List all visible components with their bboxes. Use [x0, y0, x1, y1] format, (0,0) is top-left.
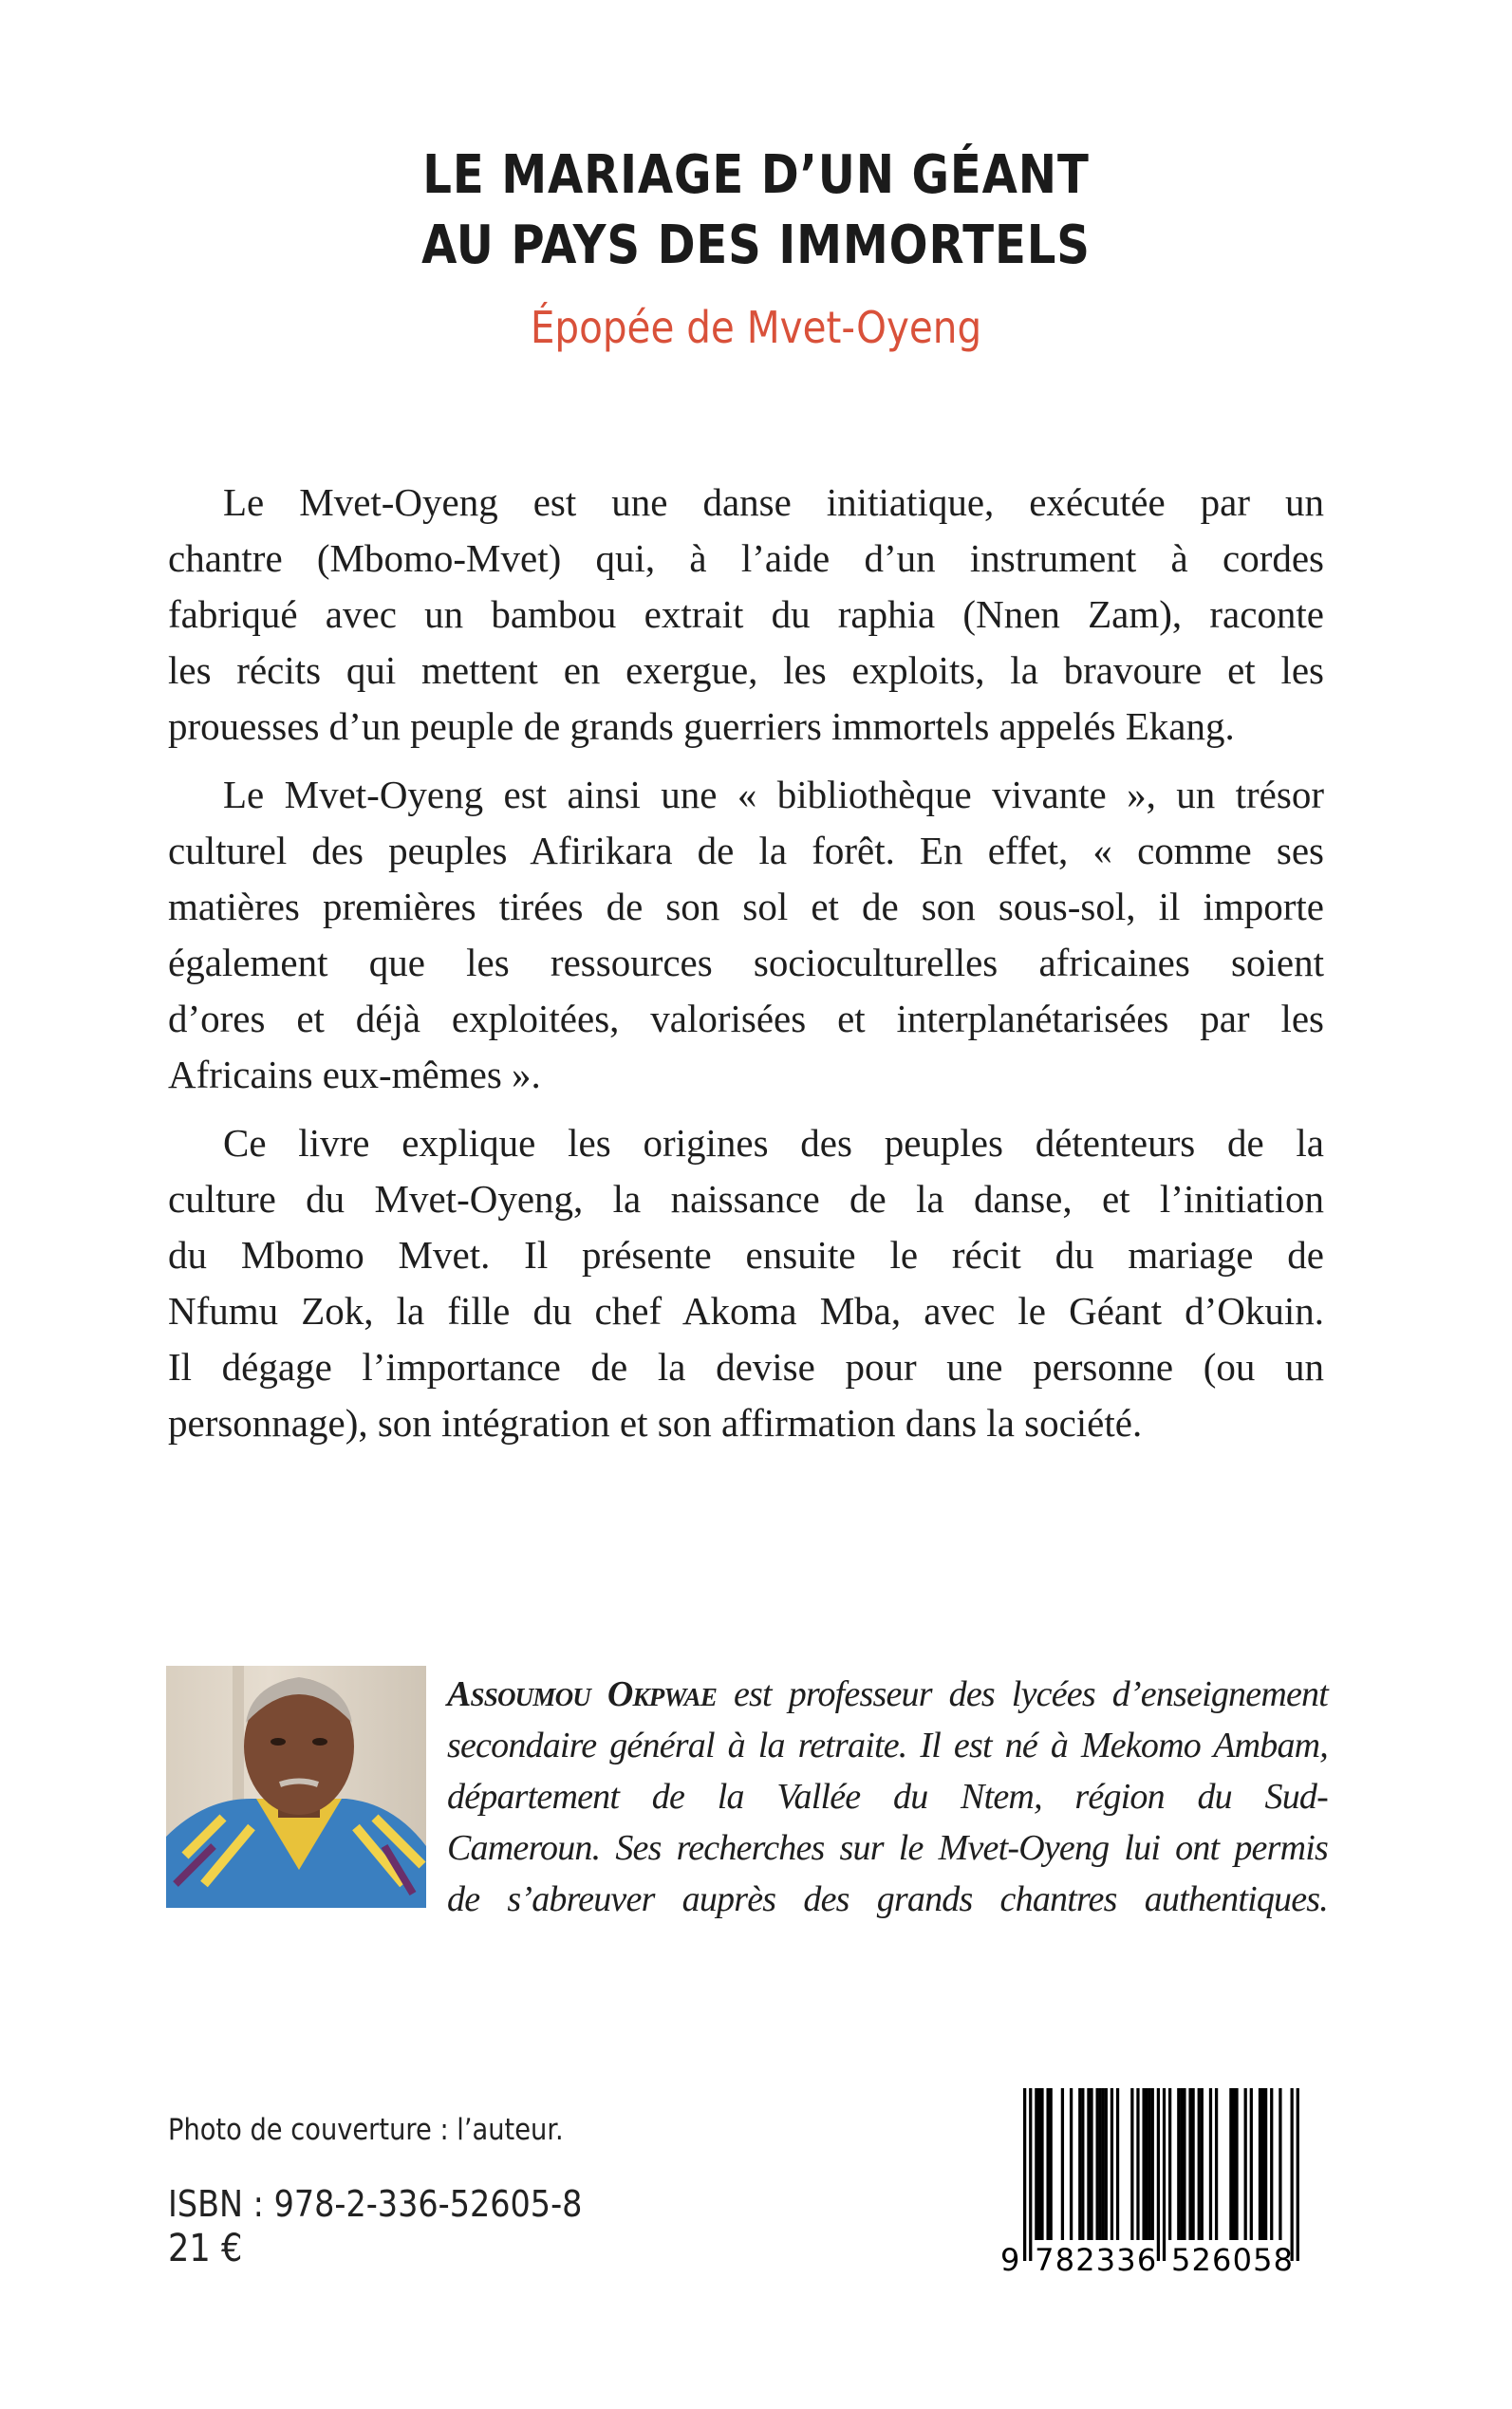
- barcode-bar: [1116, 2088, 1119, 2240]
- barcode-bar: [1050, 2088, 1053, 2240]
- bio-line: secondaire général à la retraite. Il est né à Mekomo Ambam,: [447, 1726, 1328, 1765]
- barcode-bar: [1168, 2088, 1171, 2240]
- summary-line: du Mbomo Mvet. Il présente ensuite le récit du mariage de: [168, 1233, 1324, 1277]
- barcode-bar: [1130, 2088, 1133, 2240]
- barcode-bar: [1229, 2088, 1232, 2240]
- barcode-bar: [1157, 2088, 1160, 2261]
- title-line-1: LE MARIAGE D’UN GÉANT: [422, 144, 1090, 206]
- summary-line: également que les ressources socioculturelles africaines soient: [168, 941, 1324, 984]
- summary-line: culture du Mvet-Oyeng, la naissance de la danse, et l’initiation: [168, 1177, 1324, 1221]
- barcode-bar: [1270, 2088, 1273, 2240]
- barcode-bar: [1215, 2088, 1218, 2240]
- barcode-bar: [1061, 2088, 1064, 2240]
- barcode-bar: [1180, 2088, 1183, 2240]
- barcode-bar: [1142, 2088, 1145, 2240]
- barcode-bar: [1291, 2088, 1294, 2261]
- barcode-bar: [1264, 2088, 1267, 2240]
- barcode-bar: [1078, 2088, 1081, 2240]
- summary-line: les récits qui mettent en exergue, les exploits, la bravoure et les: [168, 648, 1324, 692]
- summary-line: fabriqué avec un bambou extrait du raphia (Nnen Zam), raconte: [168, 592, 1324, 636]
- barcode-bar: [1244, 2088, 1247, 2240]
- barcode-bar: [1146, 2088, 1148, 2240]
- summary-line: matières premières tirées de son sol et de son sous-sol, il importe: [168, 885, 1324, 928]
- barcode-bar: [1148, 2088, 1151, 2240]
- barcode-bar: [1087, 2088, 1090, 2240]
- barcode-bar: [1040, 2088, 1043, 2240]
- barcode-bar: [1163, 2088, 1166, 2261]
- summary-line: Le Mvet-Oyeng est ainsi une « bibliothèque vivante », un trésor: [223, 773, 1324, 816]
- barcode-bar: [1105, 2088, 1108, 2240]
- summary-line: Africains eux-mêmes ».: [168, 1053, 541, 1096]
- isbn-barcode: [997, 2088, 1331, 2273]
- author-photo: [166, 1666, 426, 1908]
- summary-paragraph: [168, 767, 1324, 1103]
- barcode-bar: [1232, 2088, 1235, 2240]
- barcode-digits: 526058: [1171, 2242, 1293, 2273]
- bio-line: Assoumou Okpwae est professeur des lycées d’enseignement: [447, 1674, 1328, 1714]
- barcode-bar: [1198, 2088, 1201, 2240]
- bio-line: Cameroun. Ses recherches sur le Mvet-Oyeng lui ont permis: [447, 1828, 1328, 1868]
- barcode-bar: [1279, 2088, 1281, 2240]
- summary-line: Ce livre explique les origines des peuples détenteurs de la: [223, 1121, 1324, 1165]
- summary-paragraph: [168, 475, 1324, 755]
- barcode-bar: [1259, 2088, 1261, 2240]
- barcode-bar: [1037, 2088, 1040, 2240]
- barcode-bar: [1136, 2088, 1139, 2240]
- bio-line: de s’abreuver auprès des grands chantres authentiques.: [447, 1879, 1328, 1919]
- bio-line: département de la Vallée du Ntem, région du Sud-: [447, 1777, 1328, 1817]
- price: 21 €: [168, 2227, 243, 2270]
- barcode-bar: [1151, 2088, 1154, 2240]
- barcode-bar: [1081, 2088, 1084, 2240]
- barcode-bar: [1111, 2088, 1113, 2240]
- barcode-bar: [1188, 2088, 1191, 2240]
- summary-line: culturel des peuples Afirikara de la forêt. En effet, « comme ses: [168, 829, 1324, 872]
- summary-line: Nfumu Zok, la fille du chef Akoma Mba, avec le Géant d’Okuin.: [168, 1289, 1324, 1333]
- author-bio: [447, 1669, 1328, 1925]
- barcode-bar: [1035, 2088, 1037, 2240]
- isbn: ISBN : 978-2-336-52605-8: [168, 2183, 583, 2225]
- summary-line: Il dégage l’importance de la devise pour une personne (ou un: [168, 1345, 1324, 1389]
- barcode-bar: [1183, 2088, 1185, 2240]
- barcode-bar: [1046, 2088, 1049, 2240]
- barcode-bar: [1090, 2088, 1092, 2240]
- barcode-digits: 782336: [1035, 2242, 1157, 2273]
- barcode-bar: [1029, 2088, 1032, 2261]
- barcode-bar: [1099, 2088, 1102, 2240]
- summary-text: [168, 475, 1324, 1464]
- summary-line: d’ores et déjà exploitées, valorisées et interplanétarisées par les: [168, 997, 1324, 1040]
- title-line-2: AU PAYS DES IMMORTELS: [421, 215, 1091, 276]
- barcode-bar: [1102, 2088, 1105, 2240]
- barcode-digits: 9: [1000, 2242, 1020, 2273]
- summary-line: prouesses d’un peuple de grands guerriers immortels appelés Ekang.: [168, 704, 1235, 748]
- author-name: Assoumou Okpwae: [447, 1674, 718, 1714]
- barcode-bar: [1297, 2088, 1299, 2261]
- summary-line: Le Mvet-Oyeng est une danse initiatique, exécutée par un: [223, 480, 1324, 524]
- barcode-bar: [1235, 2088, 1238, 2240]
- summary-paragraph: [168, 1115, 1324, 1451]
- barcode-bar: [1177, 2088, 1180, 2240]
- barcode-bar: [1250, 2088, 1253, 2240]
- summary-line: chantre (Mbomo-Mvet) qui, à l’aide d’un instrument à cordes: [168, 536, 1324, 580]
- barcode-bar: [1201, 2088, 1204, 2240]
- summary-line: personnage), son intégration et son affirmation dans la société.: [168, 1401, 1143, 1445]
- barcode-bar: [1023, 2088, 1026, 2261]
- subtitle: Épopée de Mvet-Oyeng: [530, 302, 982, 353]
- barcode-bar: [1070, 2088, 1073, 2240]
- photo-credit: Photo de couverture : l’auteur.: [168, 2113, 564, 2147]
- barcode-bar: [1191, 2088, 1194, 2240]
- barcode-bar: [1096, 2088, 1099, 2240]
- barcode-bar: [1261, 2088, 1264, 2240]
- barcode-bar: [1209, 2088, 1212, 2240]
